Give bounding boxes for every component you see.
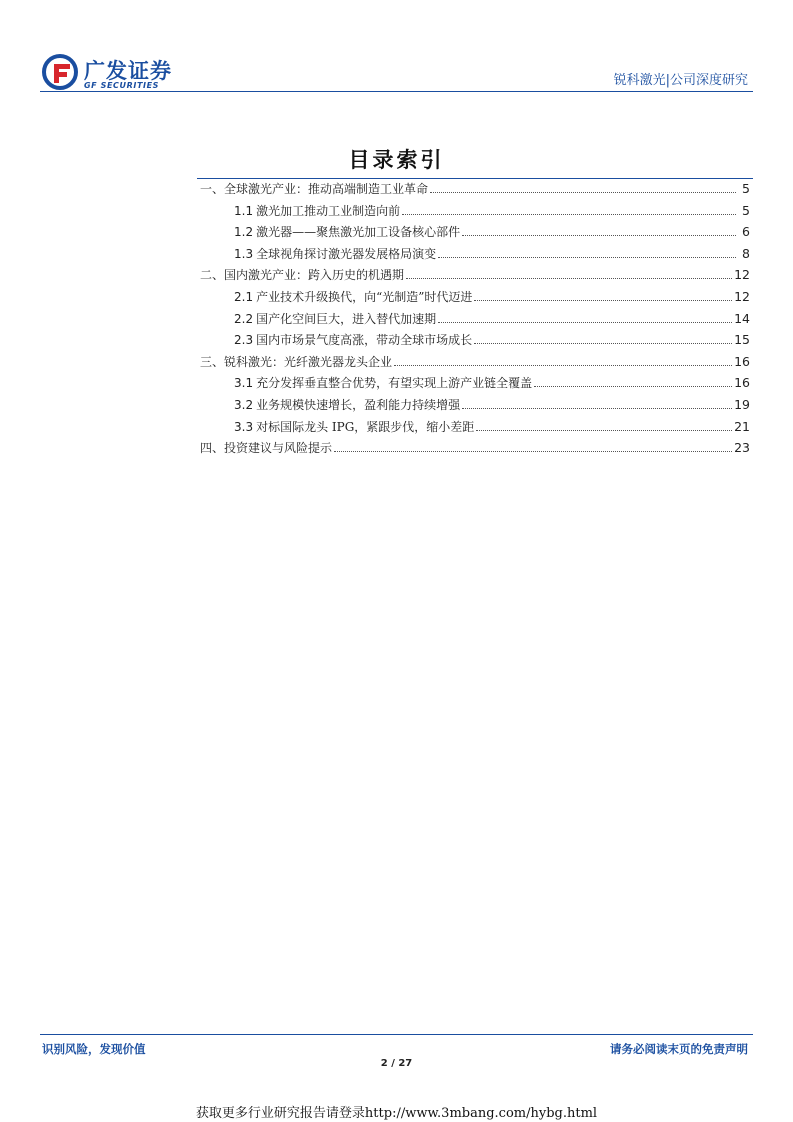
toc-entry-number: 1.2	[234, 225, 254, 240]
footer-disclaimer-note: 请务必阅读末页的免责声明	[610, 1042, 748, 1056]
toc-entry-number: 2.1	[234, 289, 254, 304]
dot-leader	[462, 408, 732, 409]
dot-leader	[438, 322, 732, 323]
toc-entry-page: 21	[734, 418, 750, 434]
toc-entry-number: 3.2	[234, 397, 254, 412]
dot-leader	[474, 300, 732, 301]
toc-entry-2-3[interactable]	[200, 331, 750, 353]
toc-title: 目录索引	[348, 147, 445, 172]
toc-entry-page: 5	[742, 202, 750, 218]
toc-entry-number: 1.3	[234, 246, 254, 261]
toc-entry-text: 全球视角探讨激光器发展格局演变	[256, 246, 437, 261]
toc-entry-page: 12	[734, 288, 750, 304]
toc-entry-3[interactable]	[200, 353, 750, 375]
toc-entry-text: 对标国际龙头 IPG，紧跟步伐，缩小差距	[256, 419, 475, 434]
toc-entry-text: 一、全球激光产业：推动高端制造工业革命	[200, 182, 429, 196]
toc-entry-page: 14	[734, 310, 750, 326]
footer-divider	[40, 1034, 753, 1035]
toc-entry-text: 激光加工推动工业制造向前	[256, 203, 401, 218]
dot-leader	[474, 343, 732, 344]
toc-entry-2[interactable]	[200, 266, 750, 288]
toc-entry-text: 国内市场景气度高涨，带动全球市场成长	[256, 333, 473, 348]
dot-leader	[334, 451, 732, 452]
report-tag: 锐科激光|公司深度研究	[613, 73, 748, 88]
toc-entry-1-2[interactable]	[200, 223, 750, 245]
toc-entry-page: 5	[742, 181, 750, 196]
toc-entry-text: 三、锐科激光：光纤激光器龙头企业	[200, 354, 393, 369]
toc-entry-3-1[interactable]	[200, 374, 750, 396]
toc-entry-text: 激光器——聚焦激光加工设备核心部件	[256, 225, 461, 240]
toc-entry-1[interactable]	[200, 180, 750, 202]
toc-entry-page: 15	[734, 332, 750, 348]
dot-leader	[406, 278, 732, 279]
toc-entry-page: 8	[742, 245, 750, 261]
gf-securities-logo	[40, 52, 200, 92]
table-of-contents	[200, 180, 750, 461]
dot-leader	[430, 192, 736, 193]
toc-entry-number: 2.3	[234, 333, 254, 348]
page-number: 2 / 27	[380, 1058, 413, 1069]
toc-entry-2-1[interactable]	[200, 288, 750, 310]
toc-entry-number: 3.1	[234, 376, 254, 391]
toc-entry-page: 19	[734, 396, 750, 412]
download-watermark: 获取更多行业研究报告请登录http://www.3mbang.com/hybg.html	[195, 1106, 598, 1121]
footer-slogan: 识别风险，发现价值	[42, 1042, 146, 1056]
toc-entry-number: 1.1	[234, 203, 254, 218]
dot-leader	[534, 386, 732, 387]
toc-entry-number: 3.3	[234, 419, 254, 434]
toc-title-divider	[197, 178, 753, 179]
toc-entry-page: 12	[734, 267, 750, 283]
logo-english-name: GF SECURITIES	[84, 81, 160, 90]
toc-entry-text: 业务规模快速增长，盈利能力持续增强	[256, 397, 461, 412]
toc-entry-3-3[interactable]	[200, 418, 750, 440]
toc-entry-text: 充分发挥垂直整合优势，有望实现上游产业链全覆盖	[256, 376, 533, 391]
toc-entry-page: 16	[734, 375, 750, 391]
toc-entry-1-3[interactable]	[200, 245, 750, 267]
dot-leader	[402, 214, 736, 215]
dot-leader	[438, 257, 736, 258]
toc-entry-text: 国产化空间巨大，进入替代加速期	[256, 311, 437, 326]
toc-entry-1-1[interactable]	[200, 202, 750, 224]
toc-entry-page: 23	[734, 440, 750, 456]
gf-logo-icon	[40, 52, 80, 92]
toc-entry-2-2[interactable]	[200, 310, 750, 332]
toc-entry-text: 四、投资建议与风险提示	[200, 441, 333, 456]
dot-leader	[476, 430, 732, 431]
dot-leader	[394, 365, 732, 366]
toc-entry-text: 产业技术升级换代，向“光制造”时代迈进	[256, 289, 473, 304]
toc-entry-3-2[interactable]	[200, 396, 750, 418]
toc-entry-page: 6	[742, 224, 750, 240]
toc-entry-text: 二、国内激光产业：跨入历史的机遇期	[200, 268, 405, 283]
header-divider	[40, 91, 753, 92]
logo-chinese-name: 广发证券	[84, 59, 172, 83]
toc-entry-number: 2.2	[234, 311, 254, 326]
dot-leader	[462, 235, 736, 236]
toc-entry-page: 16	[734, 353, 750, 369]
toc-entry-4[interactable]	[200, 439, 750, 461]
